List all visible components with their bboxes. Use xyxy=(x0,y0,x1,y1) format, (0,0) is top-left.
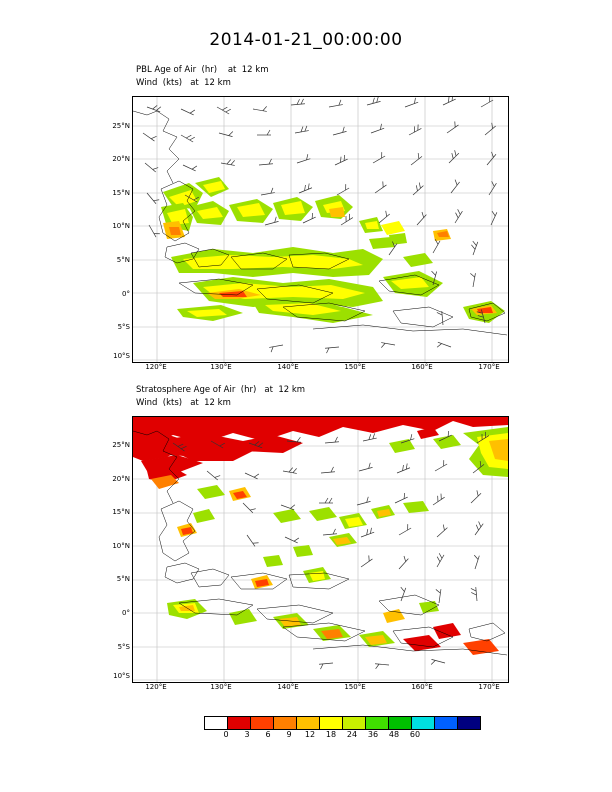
panel-pbl-xtick-120e: 120°E xyxy=(145,363,167,371)
colorbar-swatch-11 xyxy=(457,716,481,730)
panel-strat-heading-line1: Stratosphere Age of Air (hr) at 12 km xyxy=(136,385,306,395)
colorbar-swatch-7 xyxy=(365,716,389,730)
panel-pbl-xtick-170e: 170°E xyxy=(478,363,500,371)
panel-strat-heading-line2: Wind (kts) at 12 km xyxy=(136,398,231,408)
colorbar-swatch-6 xyxy=(342,716,366,730)
panel-pbl-xtick-140e: 140°E xyxy=(277,363,299,371)
panel-pbl-heading-line2: Wind (kts) at 12 km xyxy=(136,78,231,88)
panel-pbl-ytick-10s: 10°S xyxy=(113,352,130,360)
panel-strat-ytick-20n: 20°N xyxy=(112,475,130,483)
panel-pbl-ytick-5s: 5°S xyxy=(117,323,130,331)
pbl-age-field xyxy=(161,177,505,323)
panel-strat-ytick-5n: 5°N xyxy=(116,575,130,583)
colorbar-tick-60: 60 xyxy=(409,730,421,739)
panel-pbl-ytick-0: 0° xyxy=(122,290,130,298)
panel-pbl-ytick-20n: 20°N xyxy=(112,155,130,163)
colorbar-tick-48: 48 xyxy=(388,730,400,739)
panel-pbl-canvas xyxy=(133,97,508,362)
colorbar-swatch-1 xyxy=(227,716,251,730)
panel-strat-xtick-170e: 170°E xyxy=(478,683,500,691)
panel-strat-ytick-0: 0° xyxy=(122,609,130,617)
colorbar-tick-6: 6 xyxy=(265,730,271,739)
colorbar xyxy=(205,716,481,730)
panel-pbl-xtick-130e: 130°E xyxy=(210,363,232,371)
panel-pbl-ytick-15n: 15°N xyxy=(112,189,130,197)
colorbar-swatch-4 xyxy=(296,716,320,730)
panel-strat-ytick-15n: 15°N xyxy=(112,508,130,516)
colorbar-swatch-9 xyxy=(411,716,435,730)
colorbar-swatch-0 xyxy=(204,716,228,730)
panel-pbl-xtick-160e: 160°E xyxy=(411,363,433,371)
colorbar-swatch-2 xyxy=(250,716,274,730)
colorbar-tick-36: 36 xyxy=(367,730,379,739)
colorbar-tick-0: 0 xyxy=(223,730,229,739)
colorbar-tick-18: 18 xyxy=(325,730,337,739)
colorbar-swatch-8 xyxy=(388,716,412,730)
panel-pbl-ytick-10n: 10°N xyxy=(112,222,130,230)
colorbar-swatch-5 xyxy=(319,716,343,730)
panel-strat-ytick-10n: 10°N xyxy=(112,542,130,550)
panel-strat-ytick-25n: 25°N xyxy=(112,441,130,449)
panel-strat-xtick-160e: 160°E xyxy=(411,683,433,691)
colorbar-tick-labels xyxy=(216,730,426,739)
panel-strat-xtick-120e: 120°E xyxy=(145,683,167,691)
colorbar-tick-9: 9 xyxy=(286,730,292,739)
colorbar-tick-3: 3 xyxy=(244,730,250,739)
panel-strat-xtick-150e: 150°E xyxy=(344,683,366,691)
panel-pbl-xtick-150e: 150°E xyxy=(344,363,366,371)
panel-pbl-heading-line1: PBL Age of Air (hr) at 12 km xyxy=(136,65,269,75)
panel-strat-canvas xyxy=(133,417,508,682)
panel-strat-xtick-130e: 130°E xyxy=(210,683,232,691)
panel-pbl-plot[interactable] xyxy=(132,96,509,363)
colorbar-swatch-3 xyxy=(273,716,297,730)
panel-strat-xtick-140e: 140°E xyxy=(277,683,299,691)
panel-pbl-ytick-25n: 25°N xyxy=(112,122,130,130)
panel-strat-plot[interactable] xyxy=(132,416,509,683)
page-title: 2014-01-21_00:00:00 xyxy=(209,30,403,50)
panel-strat-ytick-10s: 10°S xyxy=(113,672,130,680)
colorbar-swatch-10 xyxy=(434,716,458,730)
panel-pbl-ytick-5n: 5°N xyxy=(116,256,130,264)
colorbar-tick-24: 24 xyxy=(346,730,358,739)
colorbar-tick-12: 12 xyxy=(304,730,316,739)
panel-strat-ytick-5s: 5°S xyxy=(117,643,130,651)
